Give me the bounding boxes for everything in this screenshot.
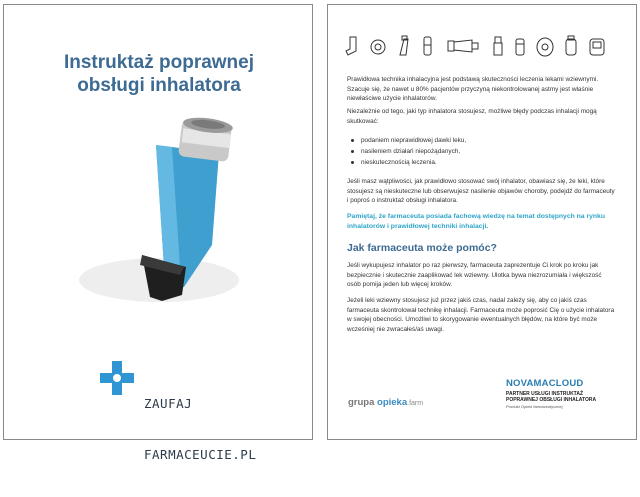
inhaler-icon xyxy=(346,37,356,55)
medical-cross-icon xyxy=(100,361,134,395)
inhaler-illustration xyxy=(84,117,284,317)
intro-paragraph: Prawidłowa technika inhalacyjna jest podstawą skuteczności leczenia lekami wziewnymi. Szacuje się, że nawet u 80% pacjentów przyczyną niekontrolowanej astmy jest właśnie niewłaściwe użycie inhalatorów. xyxy=(347,76,599,103)
list-item: podaniem nieprawidłowej dawki leku, xyxy=(347,135,617,146)
grupa-opieka-logo: grupa opieka.farm xyxy=(348,397,424,408)
disk-inhaler-icon xyxy=(371,40,385,54)
errors-paragraph: Niezależnie od tego, jaki typ inhalatora stosujesz, możliwe błędy podczas inhalacji mogą skutkować: xyxy=(347,108,597,125)
novama-cloud-logo: NOVAMACLOUD PARTNER USŁUGI INSTRUKTAŻ POPRAWNEJ OBSŁUGI INHALATORA Produkt Opieki farmaceutycznej xyxy=(506,378,597,409)
ellipta-inhaler-icon xyxy=(537,38,553,56)
inhaler-icons-row xyxy=(344,33,622,59)
canister-inhaler-icon xyxy=(516,39,524,55)
section-heading: Jak farmaceuta może pomóc? xyxy=(347,242,497,254)
zaufaj-farmaceucie-logo: ZAUFAJ FARMACEUCIE.PL xyxy=(100,357,290,405)
nebulizer-icon xyxy=(494,37,502,55)
turbuhaler-icon xyxy=(400,36,408,55)
consequences-list xyxy=(347,135,617,168)
control-paragraph: Jeżeli leki wziewny stosujesz już przez jakiś czas, nadal zależy się, aby co jakiś czas farmaceuta skontrolował technikę inhalacji. Farmaceuta może poprosić Cię o użycie inhalatora w swojej obecności. Umożliwi to skorygowanie ewentualnych błędów, na które być może wcześniej nie zwracałeś/aś uwagi. xyxy=(347,297,615,333)
box-inhaler-icon xyxy=(590,39,604,55)
left-page xyxy=(3,4,313,462)
doubts-paragraph: Jeśli masz wątpliwości, jak prawidłowo stosować swój inhalator, obawiasz się, że leki, które stosujesz są nieskuteczne lub obserwujesz nasilenie objawów choroby, podejdź do farmaceuty i poproś o instruktaż obsługi inhalatora. xyxy=(347,178,615,205)
capsule-inhaler-icon xyxy=(424,37,431,55)
highlight-note: Pamiętaj, że farmaceuta posiada fachową wiedzę na temat dostępnych na rynku inhalatorów i prawidłowej techniki inhalacji. xyxy=(347,213,605,230)
leaflet-title: Instruktaż poprawnej obsługi inhalatora xyxy=(63,52,255,96)
list-item: nieskutecznością leczenia. xyxy=(347,157,617,168)
spacer-inhaler-icon xyxy=(448,40,478,52)
first-time-paragraph: Jeśli wykupujesz inhalator po raz pierwszy, farmaceuta zaprezentuje Ci krok po kroku jak bezpiecznie i skutecznie zaaplikować lek wziewny. Ulotka bywa niezrozumiała i większość osób pomija jeden lub więcej kroków. xyxy=(347,262,602,289)
right-page xyxy=(327,4,637,440)
list-item: nasileniem działań niepożądanych, xyxy=(347,146,617,157)
breezhaler-icon xyxy=(566,36,576,55)
